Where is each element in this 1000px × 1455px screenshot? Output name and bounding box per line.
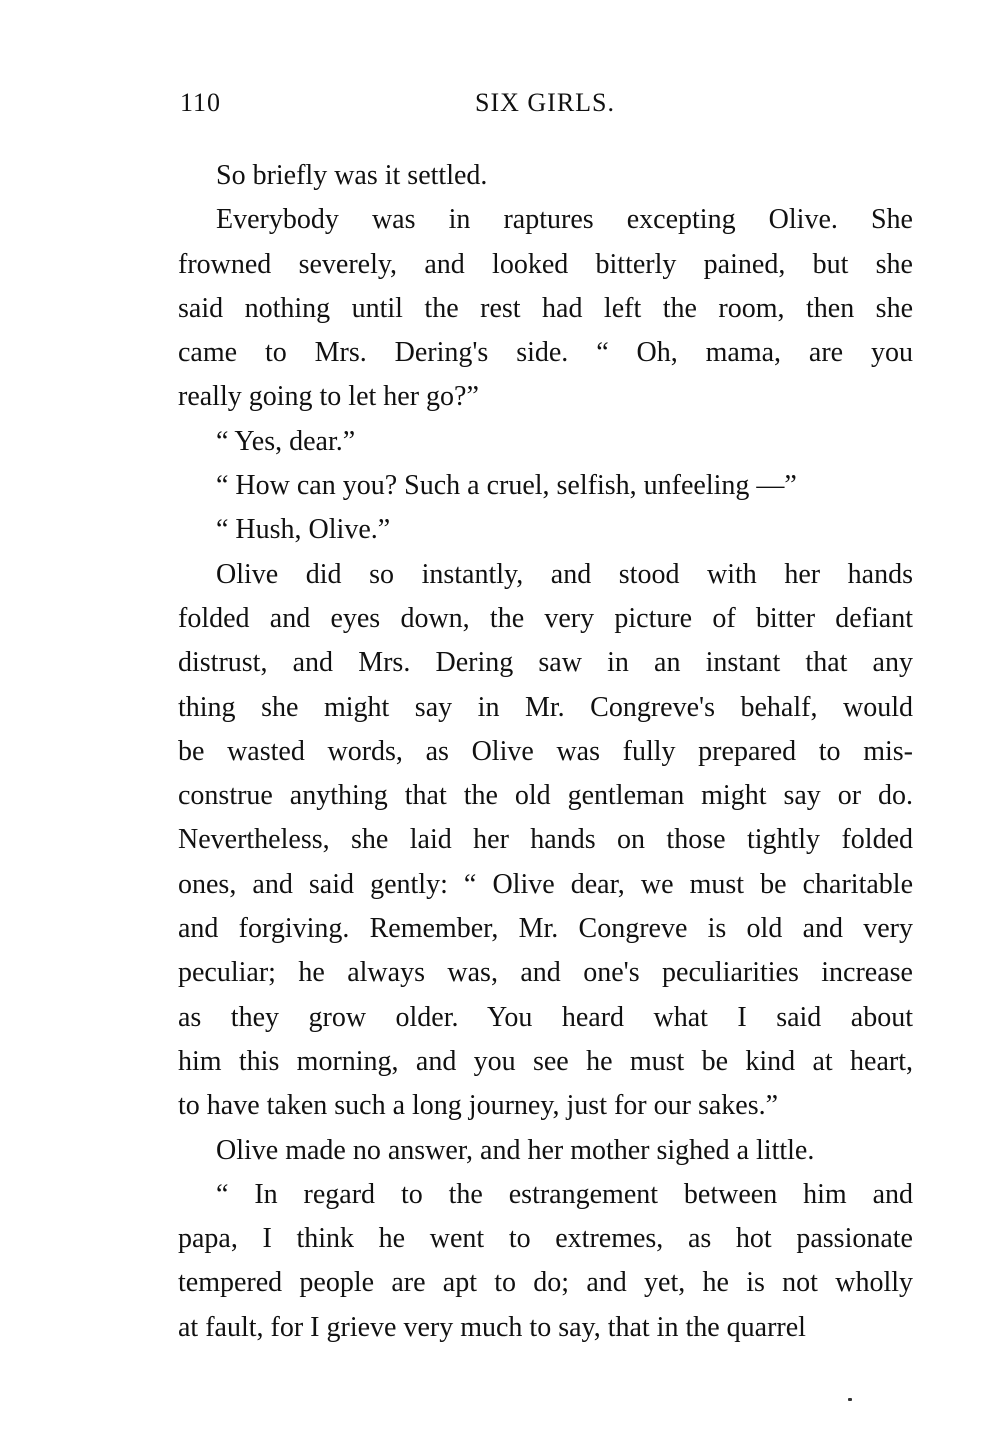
text-line: and forgiving. Remember, Mr. Congreve is old and very: [178, 913, 913, 945]
paragraph: [178, 420, 913, 464]
text-line: construe anything that the old gentleman might say or do.: [178, 780, 913, 812]
text-line: “ How can you? Such a cruel, selfish, unfeeling —”: [216, 470, 797, 502]
paragraph: [178, 464, 913, 508]
text-line: him this morning, and you see he must be kind at heart,: [178, 1045, 913, 1077]
text-line: distrust, and Mrs. Dering saw in an instant that any: [178, 647, 913, 679]
print-speck: [848, 1398, 852, 1401]
text-line: Olive did so instantly, and stood with her hands: [216, 558, 913, 590]
text-line: “ Yes, dear.”: [216, 425, 356, 457]
text-line: folded and eyes down, the very picture of bitter defiant: [178, 602, 913, 634]
body-text: [178, 154, 913, 1350]
text-line: peculiar; he always was, and one's peculiarities increase: [178, 957, 913, 989]
paragraph: [178, 508, 913, 552]
text-line: “ Hush, Olive.”: [216, 514, 391, 546]
text-line: really going to let her go?”: [178, 381, 479, 413]
running-title: SIX GIRLS.: [475, 88, 616, 117]
text-line: as they grow older. You heard what I said about: [178, 1001, 913, 1033]
text-line: thing she might say in Mr. Congreve's behalf, would: [178, 691, 913, 723]
paragraph: [178, 1173, 913, 1350]
page-header: [180, 88, 900, 128]
text-line: at fault, for I grieve very much to say, that in the quarrel: [178, 1311, 806, 1343]
text-line: ones, and said gently: “ Olive dear, we must be charitable: [178, 868, 913, 900]
paragraph: [178, 553, 913, 1129]
text-line: Nevertheless, she laid her hands on those tightly folded: [178, 824, 913, 856]
text-line: to have taken such a long journey, just for our sakes.”: [178, 1090, 779, 1122]
text-line: frowned severely, and looked bitterly pained, but she: [178, 248, 913, 280]
text-line: came to Mrs. Dering's side. “ Oh, mama, are you: [178, 337, 913, 369]
text-line: tempered people are apt to do; and yet, he is not wholly: [178, 1267, 913, 1299]
paragraph: [178, 1129, 913, 1173]
text-line: papa, I think he went to extremes, as hot passionate: [178, 1223, 913, 1255]
text-line: “ In regard to the estrangement between him and: [216, 1178, 913, 1210]
text-line: So briefly was it settled.: [216, 160, 488, 191]
text-line: be wasted words, as Olive was fully prepared to mis-: [178, 735, 913, 767]
paragraph: [178, 154, 913, 198]
paragraph: [178, 198, 913, 419]
text-line: Everybody was in raptures excepting Olive. She: [216, 204, 913, 236]
text-line: said nothing until the rest had left the room, then she: [178, 292, 913, 324]
page-number: 110: [180, 88, 222, 117]
text-line: Olive made no answer, and her mother sighed a little.: [216, 1134, 815, 1166]
